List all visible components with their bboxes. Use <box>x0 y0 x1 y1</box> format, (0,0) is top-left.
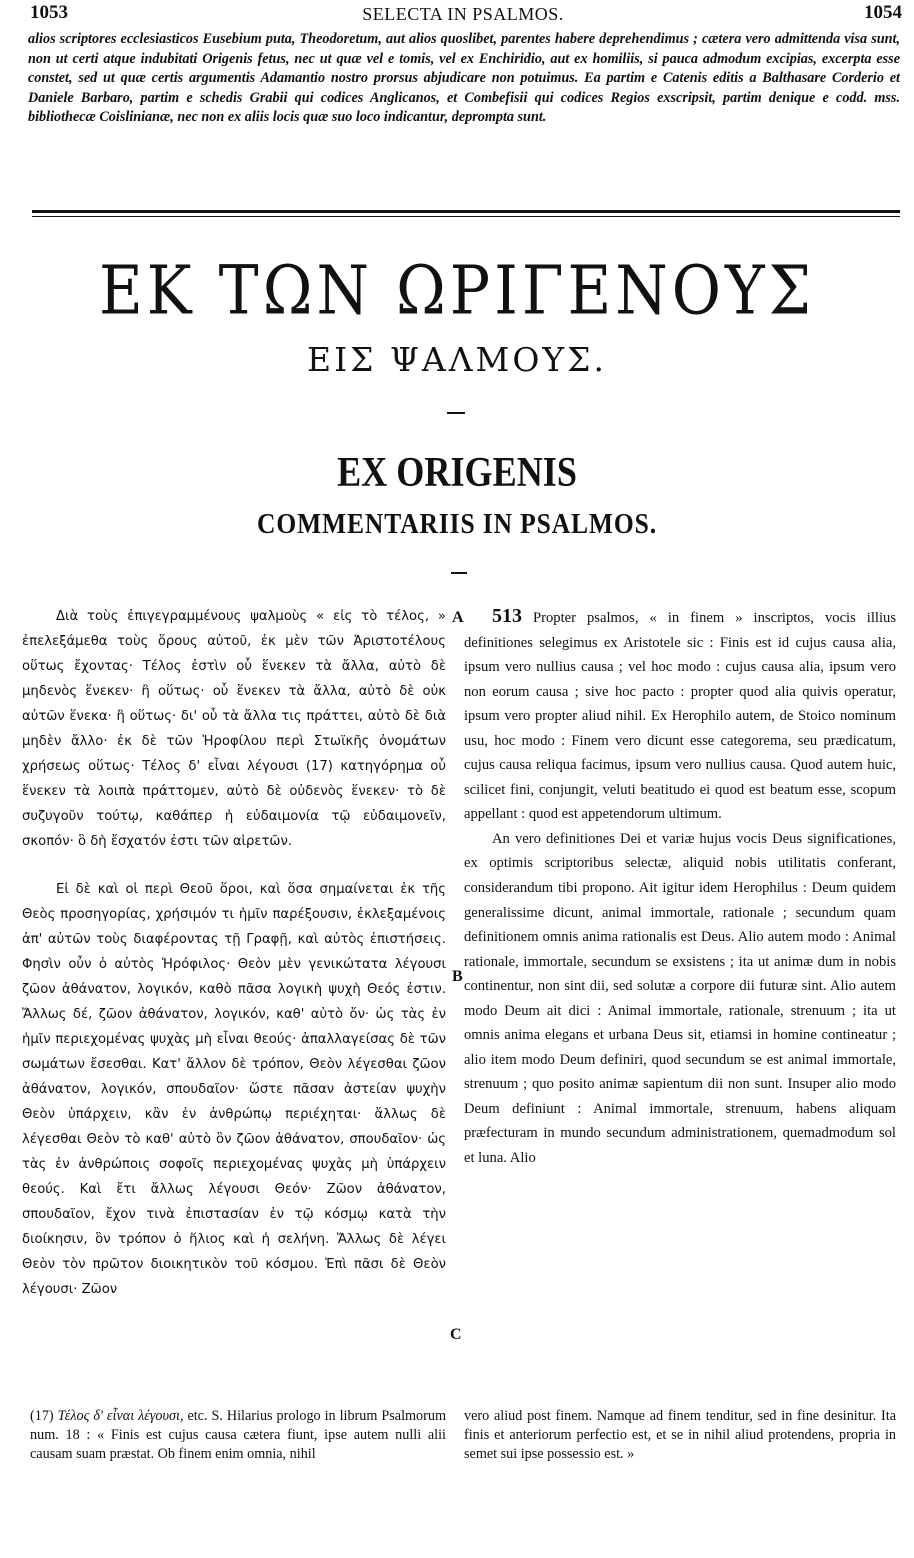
double-rule-thin <box>32 216 900 217</box>
latin-paragraph-1-text: Propter psalmos, « in finem » inscriptos, vocis illius definitiones selegimus ex Aristotele sic : Finis est id cujus causa alia, ipsum vero nullius causa ; vel hoc modo : cujus causa alia, ipsum vero non eorum causa ; sive hoc pacto : propter quod alia quivis operatur, ipsum vero propter aliud nihil. Ex Herophilo autem, de Stoico nominum usu, hoc modo : Finem vero dicunt esse categorema, seu prædicatum, cujus causa reliqua facimus, ipsum vero nullius causa. Quod autem huic, scilicet fini, conjungit, veluti beatitudo ei quod est beatum esse, scopum appellant : quod est appetendorum ultimum. <box>464 610 896 823</box>
latin-title-sub: COMMENTARIIS IN PSALMOS. <box>257 508 657 540</box>
greek-column <box>22 604 446 1302</box>
footnote-left-text: , etc. S. Hilarius prologo in librum Psalmorum num. 18 : « Finis est cujus causa cætera fiunt, ipse autem nulli alii causam suam præstat. Ob finem enim omnia, nihil <box>30 1408 446 1462</box>
latin-title-main: EX ORIGENIS <box>337 450 577 496</box>
greek-title-main: ΕΚ ΤΩΝ ΩΡΙΓΕΝΟΥΣ <box>98 251 815 331</box>
footnote-number: (17) <box>30 1408 58 1424</box>
page-number-left: 1053 <box>30 2 68 23</box>
latin-column <box>464 604 896 1171</box>
latin-paragraph-1 <box>464 604 896 827</box>
greek-title-sub: ΕΙΣ ΨΑΛΜΟΥΣ. <box>307 340 607 379</box>
page-number-right: 1054 <box>864 2 902 23</box>
section-marker-c: C <box>450 1326 462 1343</box>
double-rule-thick <box>32 210 900 213</box>
greek-paragraph-2: Εἰ δὲ καὶ οἱ περὶ Θεοῦ ὅροι, καὶ ὅσα σημαίνεται ἐκ τῆς Θεὸς προσηγορίας, χρήσιμόν τι ἡμῖν παρέξουσιν, ἐκλεξαμένοις ἀπ' αὐτῶν τοὺς διαφέροντας τῇ Γραφῇ, καὶ αὐτὸς ἐπιστήσεις. Φησὶν οὖν ὁ αὐτὸς Ἡρόφιλος· Θεὸν μὲν γενικώτατα λέγουσι ζῶον ἀθάνατον, λογικόν, καθὸ πᾶσα λογικὴ ψυχὴ Θεός ἐστιν. Ἄλλως δέ, ζῶον ἀθάνατον, λογικόν, καθ' αὐτὸ ὄν· ὡς τὰς ἐν ἡμῖν περιεχομένας ψυχὰς μὴ εἶναι θεούς· ἀπαλλαγείσας δὲ τῶν σωμάτων ἔσεσθαι. Κατ' ἄλλον δὲ τρόπον, Θεὸν λέγεσθαι ζῶον ἀθάνατον, λογικόν, σπουδαῖον· ὥστε πᾶσαν ἀστείαν ψυχὴν Θεὸν ὑπάρχειν, κἂν ἐν ἀνθρώπῳ περιέχηται· ἄλλως δὲ λέγεσθαι Θεὸν τὸ καθ' αὐτὸ ὂν ζῶον ἀθάνατον, σπουδαῖον· ὡς τὰς ἐν ἀνθρώποις σοφοῖς περιεχομένας ψυχὰς μὴ ὑπάρχειν θεούς. Καὶ ἔτι ἄλλως λέγουσι Θεόν· Ζῶον ἀθάνατον, σπουδαῖον, ἔχον τινὰ ἐπιστασίαν ἐν τῷ κόσμῳ κατὰ τὴν διοίκησιν, ὃν τρόπον ὁ ἥλιος καὶ ἡ σελήνη. Ἄλλως δὲ λέγει Θεὸν τὸν πρῶτον διοικητικὸν τοῦ κόσμου. Ἐπὶ πᾶσι δὲ Θεὸν λέγουσι· Ζῶον <box>22 882 446 1297</box>
intro-paragraph: alios scriptores ecclesiasticos Eusebium puta, Theodoretum, aut alios quoslibet, parentes habere deprehendimus ; cætera vero admittenda visa sunt, non ut certi atque indubitati Origenis fetus, nec ut quæ vel e tomis, vel ex Enchiridio, aut ex homiliis, si pauca admodum excipias, excerpta esse constet, sed ut quæ certis argumentis Adamantio nostro prorsus abjudicare non potuimus. Ea partim e Catenis editis a Balthasare Corderio et Daniele Barbaro, partim e schedis Grabii qui codices Anglicanos, et Combefisii qui codices Regios exscripsit, partim denique e codd. mss. bibliothecæ Coislinianæ, nec non ex aliis locis quæ suo loco indicantur, deprompta sunt. <box>28 31 900 126</box>
running-head <box>22 2 904 28</box>
footnote-right: vero aliud post finem. Namque ad finem tenditur, sed in fine desinitur. Ita finis et anteriorum perfectio est, et se in nihil aliud protendens, propria in semet sui ipse possessio est. » <box>464 1408 896 1462</box>
title-dash-1 <box>447 412 465 414</box>
footnote-left <box>30 1407 446 1463</box>
latin-paragraph-2: An vero definitiones Dei et variæ hujus vocis Deus significationes, ex optimis scriptoribus selectæ, aliquid nobis utilitatis conferant, considerandum tibi propono. Ait igitur idem Herophilus : Deum quidem generalissime dicunt, animal immortale, rationale ; secundum quam definitionem omnis anima rationalis est Deus. Alio autem modo : Animal rationale, immortale, secundum se exsistens ; ita ut animæ dum in nobis continentur, non sint dii, sed solutæ a corpore dii futuræ sint. Alio autem modo Deum ait dici : Animal immortale, rationale, strenuum ; ita ut omnis anima elegans et urbana Deus sit, etiamsi in homine contineatur ; alio item modo Deum definiri, quod secundum se est animal immortale, strenuum ; quo posito animæ sapientum dii non sunt. Insuper alio modo Deum definiunt : Animal immortale, strenuum, habens aliquam præfecturam in mundo secundum administrationem, quemadmodum sol et luna. Alio <box>464 830 896 1167</box>
title-dash-2 <box>451 572 467 574</box>
running-title: SELECTA IN PSALMOS. <box>362 4 564 24</box>
section-marker-a: A <box>452 609 464 626</box>
column-number: 513 <box>492 605 522 627</box>
greek-paragraph-1: Διὰ τοὺς ἐπιγεγραμμένους ψαλμοὺς « εἰς τὸ τέλος, » ἐπελεξάμεθα τοὺς ὅρους αὐτοῦ, ἐκ μὲν τῶν Ἀριστοτέλους οὕτως ἔχοντας· Τέλος ἐστὶν οὗ ἕνεκεν τὰ ἄλλα, αὐτὸ δὲ μηδενὸς ἕνεκεν· ἢ οὕτως· οὗ ἕνεκεν τὰ ἄλλα, αὐτὸ δὲ οὐκ αὐτῶν ἕνεκα· ἢ οὕτως· δι' οὗ τὰ ἄλλα τις πράττει, αὐτὸ δὲ διὰ μηδὲν ἄλλο· ἐκ δὲ τῶν Ἡροφίλου περὶ Στωϊκῆς ὀνομάτων χρήσεως οὕτως· Τέλος δ' εἶναι λέγουσι (17) κατηγόρημα οὗ ἕνεκεν τὰ λοιπὰ πράττομεν, αὐτὸ δὲ οὐδενὸς ἕνεκεν· τὸ δὲ συζυγοῦν τούτῳ, καθάπερ ἡ εὐδαιμονία τῷ εὐδαιμονεῖν, σκοπόν· ὃ δὴ ἔσχατόν ἐστι τῶν αἱρετῶν. <box>22 609 446 849</box>
section-marker-b: B <box>452 968 463 985</box>
footnote-greek-quote: Τέλος δ' εἶναι λέγουσι <box>57 1408 180 1424</box>
